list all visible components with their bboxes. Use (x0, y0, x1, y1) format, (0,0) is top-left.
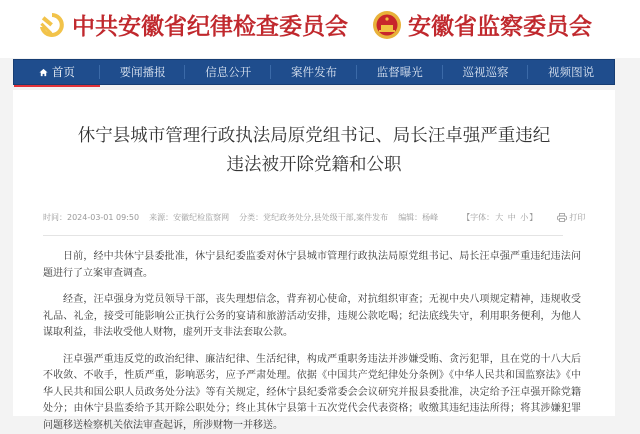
meta-divider (43, 235, 563, 236)
nav-exposure-label: 监督曝光 (377, 64, 423, 80)
font-medium-button[interactable]: 中 (508, 213, 516, 222)
nav-info[interactable] (185, 59, 271, 85)
main-nav (13, 59, 615, 85)
font-large-button[interactable]: 大 (495, 213, 503, 222)
nav-cases[interactable] (271, 59, 357, 85)
article-title (41, 122, 587, 180)
nav-video-label: 视频图说 (548, 64, 594, 80)
publish-time: 时间：2024-03-01 09:50 (43, 212, 139, 223)
party-emblem-icon (36, 10, 66, 40)
article-title-line1: 休宁县城市管理行政执法局原党组书记、局长汪卓强严重违纪 (78, 126, 551, 146)
article-source: 来源：安徽纪检监察网 (149, 212, 229, 223)
article-meta (43, 212, 585, 223)
nav-news-label: 要闻播报 (120, 64, 166, 80)
home-icon (39, 68, 48, 77)
nav-info-label: 信息公开 (205, 64, 251, 80)
article-body (43, 249, 581, 434)
national-emblem-icon (372, 10, 402, 40)
print-label: 打印 (569, 212, 585, 223)
article-paragraph: 经查，汪卓强身为党员领导干部，丧失理想信念，背弃初心使命，对抗组织审查；无视中央八项规定精神，违规收受礼品、礼金，接受可能影响公正执行公务的宴请和旅游活动安排，违规公款吃喝；纪法底线失守，利用职务便利，为他人谋取利益，非法收受他人财物，虚列开支非法套取公款。 (43, 292, 581, 342)
article-category: 分类：党纪政务处分,县处级干部,案件发布 (239, 212, 388, 223)
article-editor: 编辑：杨峰 (398, 212, 438, 223)
article-paragraph: 日前，经中共休宁县委批准，休宁县纪委监委对休宁县城市管理行政执法局原党组书记、局长汪卓强严重违纪违法问题进行了立案审查调查。 (43, 249, 581, 282)
cdi-org-name: 中共安徽省纪律检查委员会 (72, 8, 348, 41)
font-size-label: 【字体： (462, 213, 494, 222)
font-size-label-close: 】 (529, 213, 537, 222)
print-button[interactable] (557, 212, 585, 223)
nav-inspection-label: 巡视巡察 (462, 64, 508, 80)
nav-exposure[interactable] (357, 59, 443, 85)
font-size-control (462, 212, 537, 223)
nav-home-label: 首页 (52, 64, 75, 80)
nav-video[interactable] (528, 59, 614, 85)
nav-news[interactable] (100, 59, 186, 85)
cdi-logo[interactable] (36, 8, 348, 41)
supervision-org-name: 安徽省监察委员会 (408, 8, 592, 41)
site-header (0, 0, 640, 58)
article-title-line2: 违法被开除党籍和公职 (227, 155, 402, 175)
nav-inspection[interactable] (443, 59, 529, 85)
font-small-button[interactable]: 小 (520, 213, 528, 222)
printer-icon (557, 213, 567, 222)
supervision-logo[interactable] (372, 8, 592, 41)
article-paragraph: 汪卓强严重违反党的政治纪律、廉洁纪律、生活纪律，构成严重职务违法并涉嫌受贿、贪污犯罪，且在党的十八大后不收敛、不收手，性质严重，影响恶劣，应予严肃处理。依据《中国共产党纪律处分条例》《中华人民共和国监察法》《中华人民共和国公职人员政务处分法》等有关规定，经休宁县纪委常委会会议研究并报县委批准，决定给予汪卓强开除党籍处分；由休宁县监委给予其开除公职处分；终止其休宁县第十五次党代会代表资格；收缴其违纪违法所得；将其涉嫌犯罪问题移送检察机关依法审查起诉，所涉财物一并移送。 (43, 352, 581, 434)
nav-cases-label: 案件发布 (291, 64, 337, 80)
nav-home[interactable] (14, 59, 100, 85)
